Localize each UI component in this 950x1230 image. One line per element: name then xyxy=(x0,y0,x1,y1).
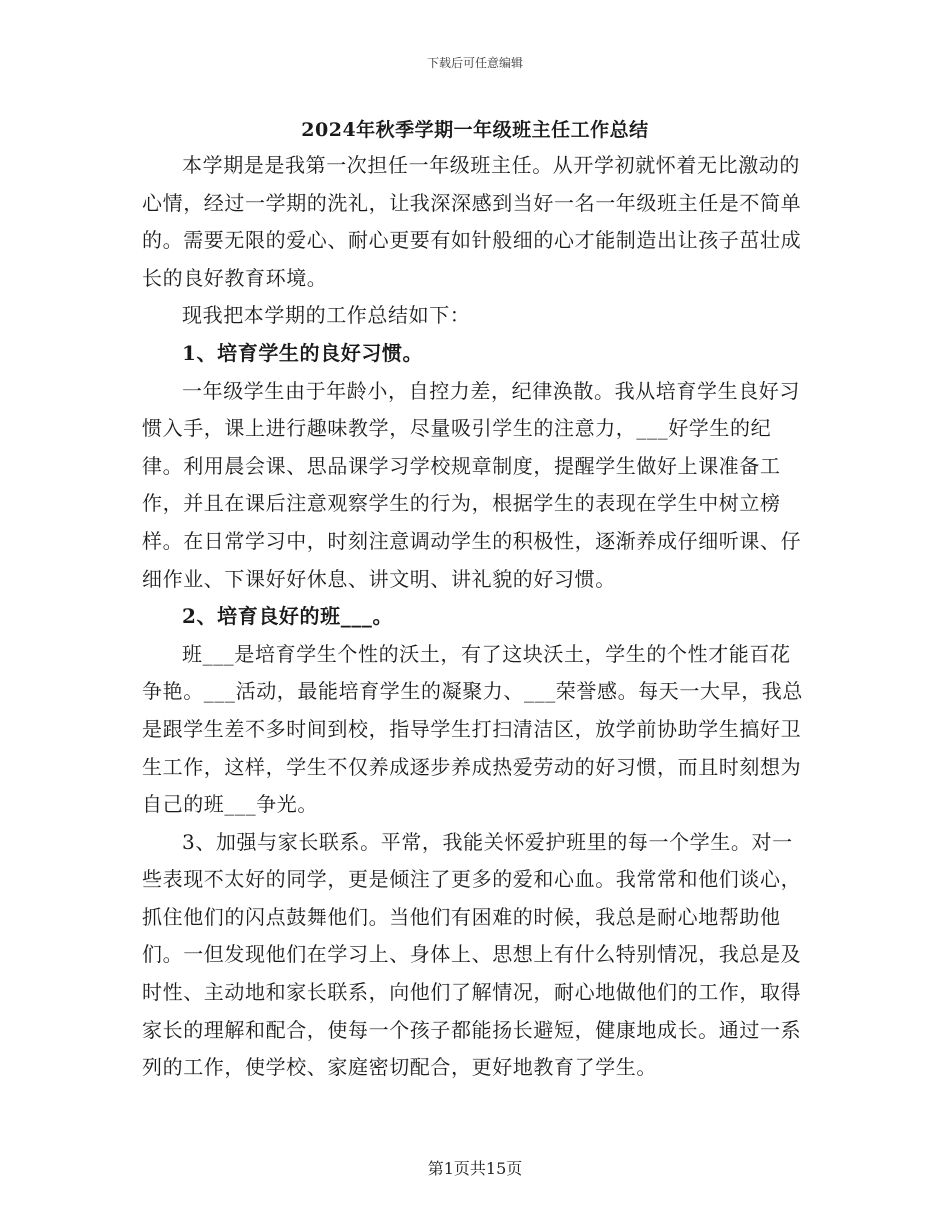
paragraph-summary-lead: 现我把本学期的工作总结如下： xyxy=(182,303,471,328)
section-heading-2: 2、培育良好的班___。 xyxy=(182,604,394,629)
paragraph-section-2: 班___是培育学生个性的沃土，有了这块沃土，学生的个性才能百花争艳。___活动，最能培育学生的凝聚力、___荣誉感。每天一大早，我总是跟学生差不多时间到校，指导学生打扫清洁区，放学前协助学生搞好卫生工作，这样，学生不仅养成逐步养成热爱劳动的好习惯，而且时刻想为自己的班___争光。 xyxy=(142,641,803,817)
document-title: 2024年秋季学期一年级班主任工作总结 xyxy=(301,119,649,141)
page-footer: 第1页共15页 xyxy=(427,1159,523,1178)
paragraph-intro: 本学期是是我第一次担任一年级班主任。从开学初就怀着无比激动的心情，经过一学期的洗礼，让我深深感到当好一名一年级班主任是不简单的。需要无限的爱心、耐心更要有如针般细的心才能制造出让孩子茁壮成长的良好教育环境。 xyxy=(142,153,802,290)
section-heading-1: 1、培育学生的良好习惯。 xyxy=(182,340,424,365)
header-note: 下载后可任意编辑 xyxy=(426,56,523,70)
document-body xyxy=(142,147,810,1087)
paragraph-section-3: 3、加强与家长联系。平常，我能关怀爱护班里的每一个学生。对一些表现不太好的同学，更是倾注了更多的爱和心血。我常常和他们谈心，抓住他们的闪点鼓舞他们。当他们有困难的时候，我总是耐心地帮助他们。一但发现他们在学习上、身体上、思想上有什么特别情况，我总是及时性、主动地和家长联系，向他们了解情况，耐心地做他们的工作，取得家长的理解和配合，使每一个孩子都能扬长避短，健康地成长。通过一系列的工作，使学校、家庭密切配合，更好地教育了学生。 xyxy=(142,829,802,1080)
paragraph-section-1: 一年级学生由于年龄小，自控力差，纪律涣散。我从培育学生良好习惯入手，课上进行趣味教学，尽量吸引学生的注意力，___好学生的纪律。利用晨会课、思品课学习学校规章制度，提醒学生做好上课准备工作，并且在课后注意观察学生的行为，根据学生的表现在学生中树立榜样。在日常学习中，时刻注意调动学生的积极性，逐渐养成仔细听课、仔细作业、下课好好休息、讲文明、讲礼貌的好习惯。 xyxy=(142,378,802,591)
